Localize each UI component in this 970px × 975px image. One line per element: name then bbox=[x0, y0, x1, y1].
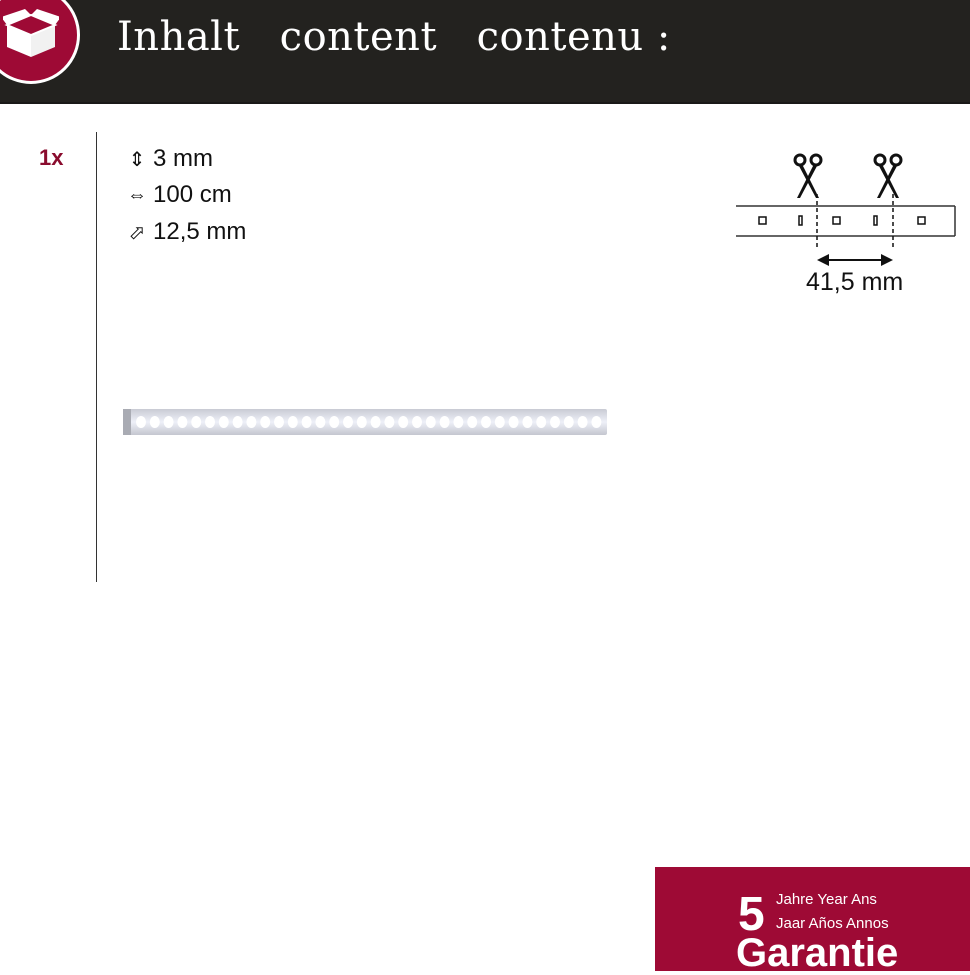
led-dot bbox=[453, 416, 463, 428]
led-dot bbox=[578, 416, 588, 428]
led-dot bbox=[233, 416, 243, 428]
header-title: Inhalt content contenu : bbox=[117, 14, 671, 60]
header-bar bbox=[0, 0, 970, 104]
led-dot bbox=[412, 416, 422, 428]
led-dot bbox=[481, 416, 491, 428]
spec-width-value: 12,5 mm bbox=[153, 218, 247, 245]
diagonal-arrow-icon: ⬀ bbox=[128, 221, 146, 244]
led-dot bbox=[564, 416, 574, 428]
open-box-icon bbox=[3, 7, 59, 59]
cut-distance-label: 41,5 mm bbox=[806, 268, 904, 296]
led-dot bbox=[219, 416, 229, 428]
led-dot bbox=[302, 416, 312, 428]
led-dot bbox=[467, 416, 477, 428]
spec-width bbox=[125, 218, 246, 246]
led-dot bbox=[288, 416, 298, 428]
warranty-years-text-2: Jaar Años Annos bbox=[776, 915, 889, 932]
spec-length bbox=[125, 181, 232, 209]
led-dot bbox=[384, 416, 394, 428]
spec-length-value: 100 cm bbox=[153, 181, 232, 208]
led-dot bbox=[591, 416, 601, 428]
led-dot bbox=[136, 416, 146, 428]
spec-height-value: 3 mm bbox=[153, 145, 213, 172]
spec-height bbox=[125, 145, 213, 173]
width-arrow-icon: ⇔ bbox=[127, 183, 147, 206]
warranty-years-number: 5 bbox=[738, 888, 765, 941]
led-dot bbox=[343, 416, 353, 428]
led-dot bbox=[509, 416, 519, 428]
led-dot bbox=[177, 416, 187, 428]
led-dot bbox=[550, 416, 560, 428]
warranty-badge bbox=[655, 867, 970, 975]
led-dot bbox=[246, 416, 256, 428]
height-arrow-icon: ⇕ bbox=[128, 148, 146, 171]
led-dot bbox=[164, 416, 174, 428]
led-dot bbox=[205, 416, 215, 428]
led-dot bbox=[315, 416, 325, 428]
led-dot bbox=[371, 416, 381, 428]
scissors-icon bbox=[795, 155, 821, 198]
led-dot bbox=[495, 416, 505, 428]
led-dot bbox=[522, 416, 532, 428]
scissors-icon bbox=[875, 155, 901, 198]
led-dot bbox=[357, 416, 367, 428]
cut-diagram bbox=[733, 150, 963, 270]
divider-line bbox=[96, 132, 97, 582]
led-strip-image bbox=[123, 408, 607, 436]
warranty-title: Garantie bbox=[736, 931, 899, 975]
led-dot bbox=[191, 416, 201, 428]
led-dot bbox=[150, 416, 160, 428]
box-badge bbox=[0, 0, 80, 84]
led-dot bbox=[274, 416, 284, 428]
led-dot bbox=[440, 416, 450, 428]
led-dot bbox=[260, 416, 270, 428]
warranty-years-text-1: Jahre Year Ans bbox=[776, 891, 877, 908]
quantity-label: 1x bbox=[39, 145, 64, 170]
led-dot bbox=[329, 416, 339, 428]
led-dot bbox=[426, 416, 436, 428]
led-dot bbox=[536, 416, 546, 428]
led-dot bbox=[398, 416, 408, 428]
